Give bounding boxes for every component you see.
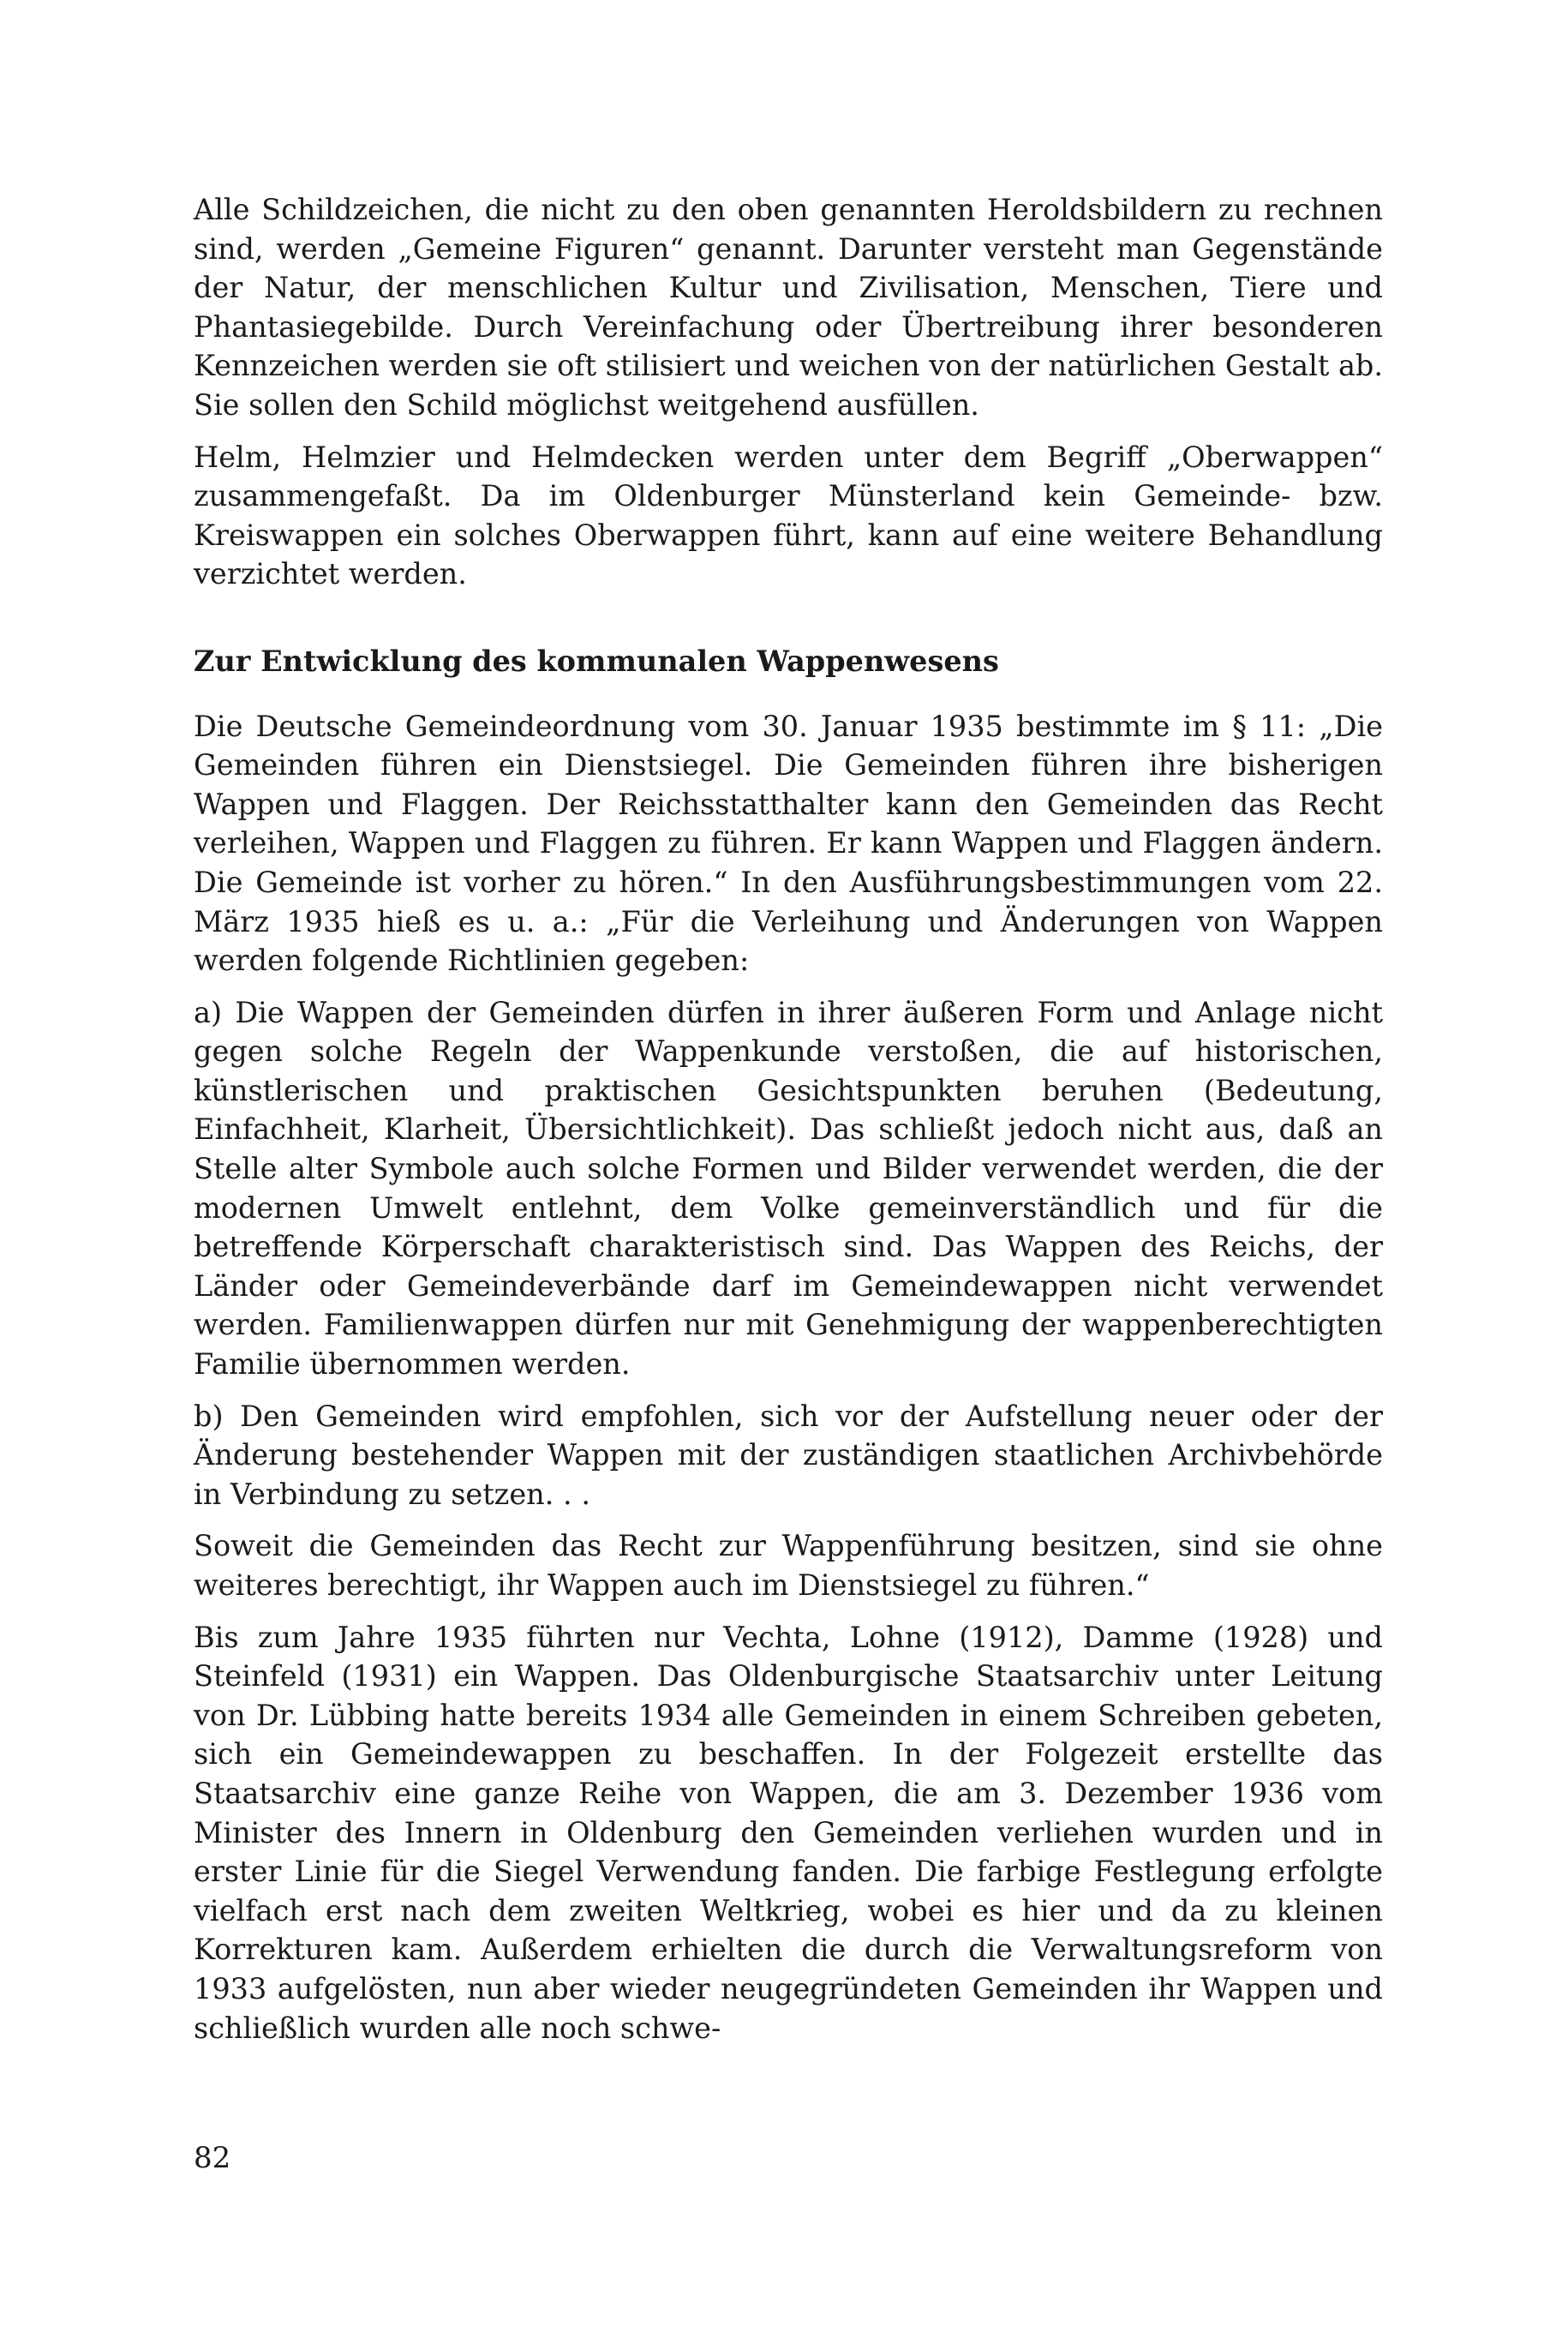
paragraph-rule-b: b) Den Gemeinden wird empfohlen, sich vor der Aufstellung neuer oder der Änderung bestehender Wappen mit der zuständigen staatlichen Archivbehörde in Verbindung zu setzen. . . xyxy=(194,1399,1383,1511)
paragraph-oberwappen: Helm, Helmzier und Helmdecken werden unter dem Begriff „Oberwappen“ zusammengefaßt. Da im Oldenburger Münsterland kein Gemeinde- bzw. Kreiswappen ein solches Oberwappen führt, kann auf eine weitere Behandlung verzichtet werden. xyxy=(194,440,1383,591)
paragraph-gemeine-figuren: Alle Schildzeichen, die nicht zu den oben genannten Heroldsbildern zu rechnen sind, werden „Gemeine Figuren“ genannt. Darunter versteht man Gegenstände der Natur, der menschlichen Kultur und Zivilisation, Menschen, Tiere und Phantasiegebilde. Durch Vereinfachung oder Übertreibung ihrer besonderen Kennzeichen werden sie oft stilisiert und weichen von der natürlichen Gestalt ab. Sie sollen den Schild möglichst weitgehend ausfüllen. xyxy=(194,193,1384,422)
page-body xyxy=(194,190,1383,2060)
paragraph-rule-a: a) Die Wappen der Gemeinden dürfen in ihrer äußeren Form und Anlage nicht gegen solche Regeln der Wappenkunde verstoßen, die auf historischen, künstlerischen und praktischen Gesichtspunkten beruhen (Bedeutung, Einfachheit, Klarheit, Übersichtlichkeit). Das schließt jedoch nicht aus, daß an Stelle alter Symbole auch solche Formen und Bilder verwendet werden, die der modernen Umwelt entlehnt, dem Volke gemeinverständlich und für die betreffende Körperschaft charakteristisch sind. Das Wappen des Reichs, der Länder oder Gemeindeverbände darf im Gemeindewappen nicht verwendet werden. Familienwappen dürfen nur mit Genehmigung der wappenberechtigten Familie übernommen werden. xyxy=(194,995,1383,1382)
paragraph-gemeindeordnung: Die Deutsche Gemeindeordnung vom 30. Januar 1935 bestimmte im § 11: „Die Gemeinden führen ein Dienstsiegel. Die Gemeinden führen ihre bisherigen Wappen und Flaggen. Der Reichsstatthalter kann den Gemeinden das Recht verleihen, Wappen und Flaggen zu führen. Er kann Wappen und Flaggen ändern. Die Gemeinde ist vorher zu hören.“ In den Ausführungsbestimmungen vom 22. März 1935 hieß es u. a.: „Für die Verleihung und Änderungen von Wappen werden folgende Richtlinien gegeben: xyxy=(194,709,1383,978)
page-number: 82 xyxy=(194,2141,231,2175)
section-heading: Zur Entwicklung des kommunalen Wappenwesens xyxy=(194,644,999,678)
paragraph-history-1935: Bis zum Jahre 1935 führten nur Vechta, Lohne (1912), Damme (1928) und Steinfeld (1931) ein Wappen. Das Oldenburgische Staatsarchiv unter Leitung von Dr. Lübbing hatte bereits 1934 alle Gemeinden in einem Schreiben gebeten, sich ein Gemeindewappen zu beschaffen. In der Folgezeit erstellte das Staatsarchiv eine ganze Reihe von Wappen, die am 3. Dezember 1936 vom Minister des Innern in Oldenburg den Gemeinden verliehen wurden und in erster Linie für die Siegel Verwendung fanden. Die farbige Festlegung erfolgte vielfach erst nach dem zweiten Weltkrieg, wobei es hier und da zu kleinen Korrekturen kam. Außerdem erhielten die durch die Verwaltungsreform von 1933 aufgelösten, nun aber wieder neugegründeten Gemeinden ihr Wappen und schließlich wurden alle noch schwe- xyxy=(194,1620,1383,2045)
paragraph-dienstsiegel: Soweit die Gemeinden das Recht zur Wappenführung besitzen, sind sie ohne weiteres berechtigt, ihr Wappen auch im Dienstsiegel zu führen.“ xyxy=(194,1529,1383,1602)
